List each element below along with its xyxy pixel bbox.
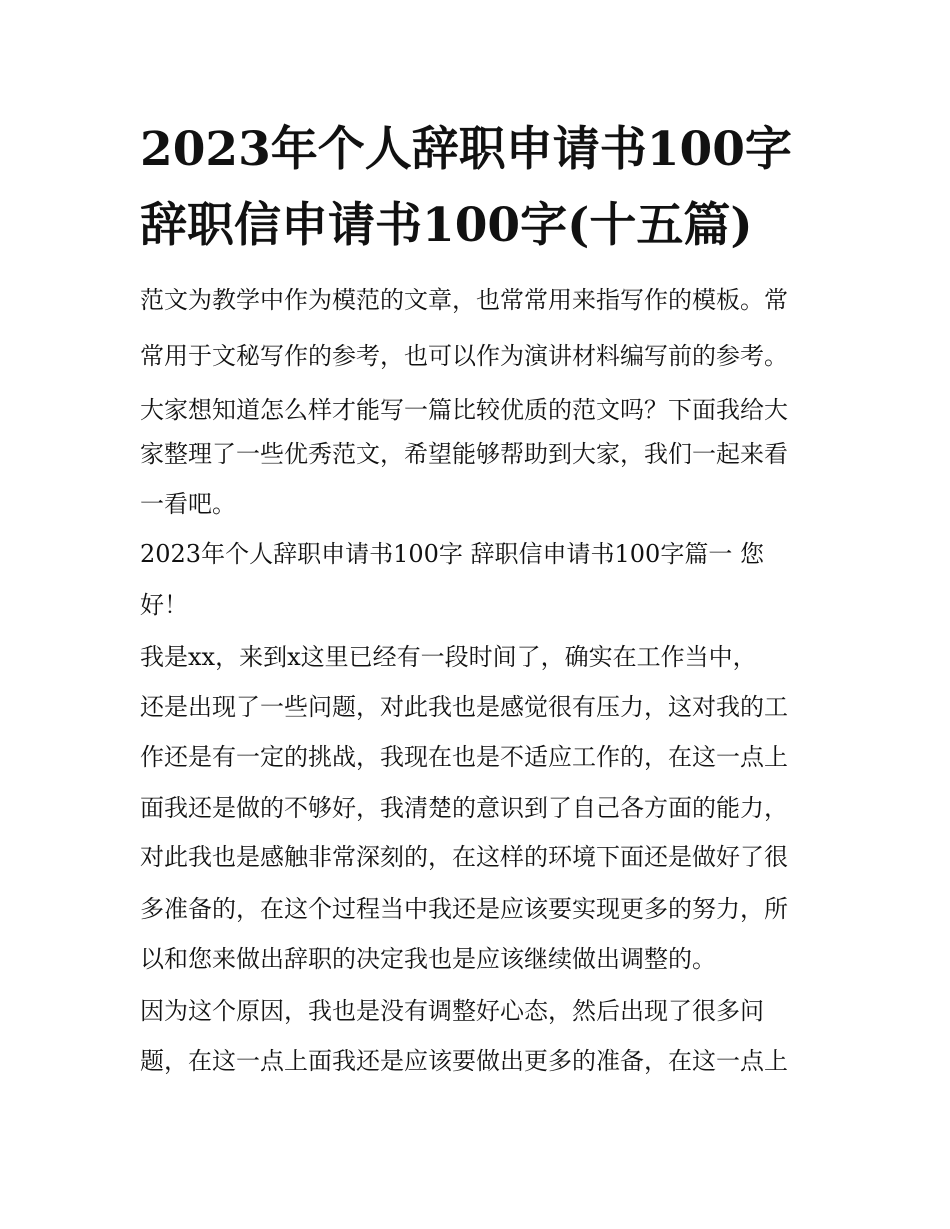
title-line-2: 辞职信申请书100字(十五篇) xyxy=(140,198,753,253)
body-line: 对此我也是感触非常深刻的，在这样的环境下面还是做好了很 xyxy=(140,843,788,871)
body-line: 大家想知道怎么样才能写一篇比较优质的范文吗？下面我给大 xyxy=(140,396,788,424)
body-line: 范文为教学中作为模范的文章，也常常用来指写作的模板。常 xyxy=(140,286,788,314)
body-line: 还是出现了一些问题，对此我也是感觉很有压力，这对我的工 xyxy=(140,693,788,721)
title-line-1: 2023年个人辞职申请书100字 xyxy=(140,122,792,177)
body-line: 作还是有一定的挑战，我现在也是不适应工作的，在这一点上 xyxy=(140,743,788,771)
body-line: 以和您来做出辞职的决定我也是应该继续做出调整的。 xyxy=(140,945,716,973)
body-line: 我是xx，来到x这里已经有一段时间了，确实在工作当中， xyxy=(140,643,757,671)
body-line: 题，在这一点上面我还是应该要做出更多的准备，在这一点上 xyxy=(140,1047,788,1075)
body-line: 一看吧。 xyxy=(140,490,236,518)
body-line: 多准备的，在这个过程当中我还是应该要实现更多的努力，所 xyxy=(140,895,788,923)
body-line: 好！ xyxy=(140,591,188,619)
page-title xyxy=(140,112,840,264)
body-line: 常用于文秘写作的参考，也可以作为演讲材料编写前的参考。 xyxy=(140,342,788,370)
body-line: 2023年个人辞职申请书100字 辞职信申请书100字篇一 您 xyxy=(140,540,764,568)
body-line: 因为这个原因，我也是没有调整好心态，然后出现了很多问 xyxy=(140,997,764,1025)
body-line: 家整理了一些优秀范文，希望能够帮助到大家，我们一起来看 xyxy=(140,440,788,468)
body-line: 面我还是做的不够好，我清楚的意识到了自己各方面的能力， xyxy=(140,794,788,822)
